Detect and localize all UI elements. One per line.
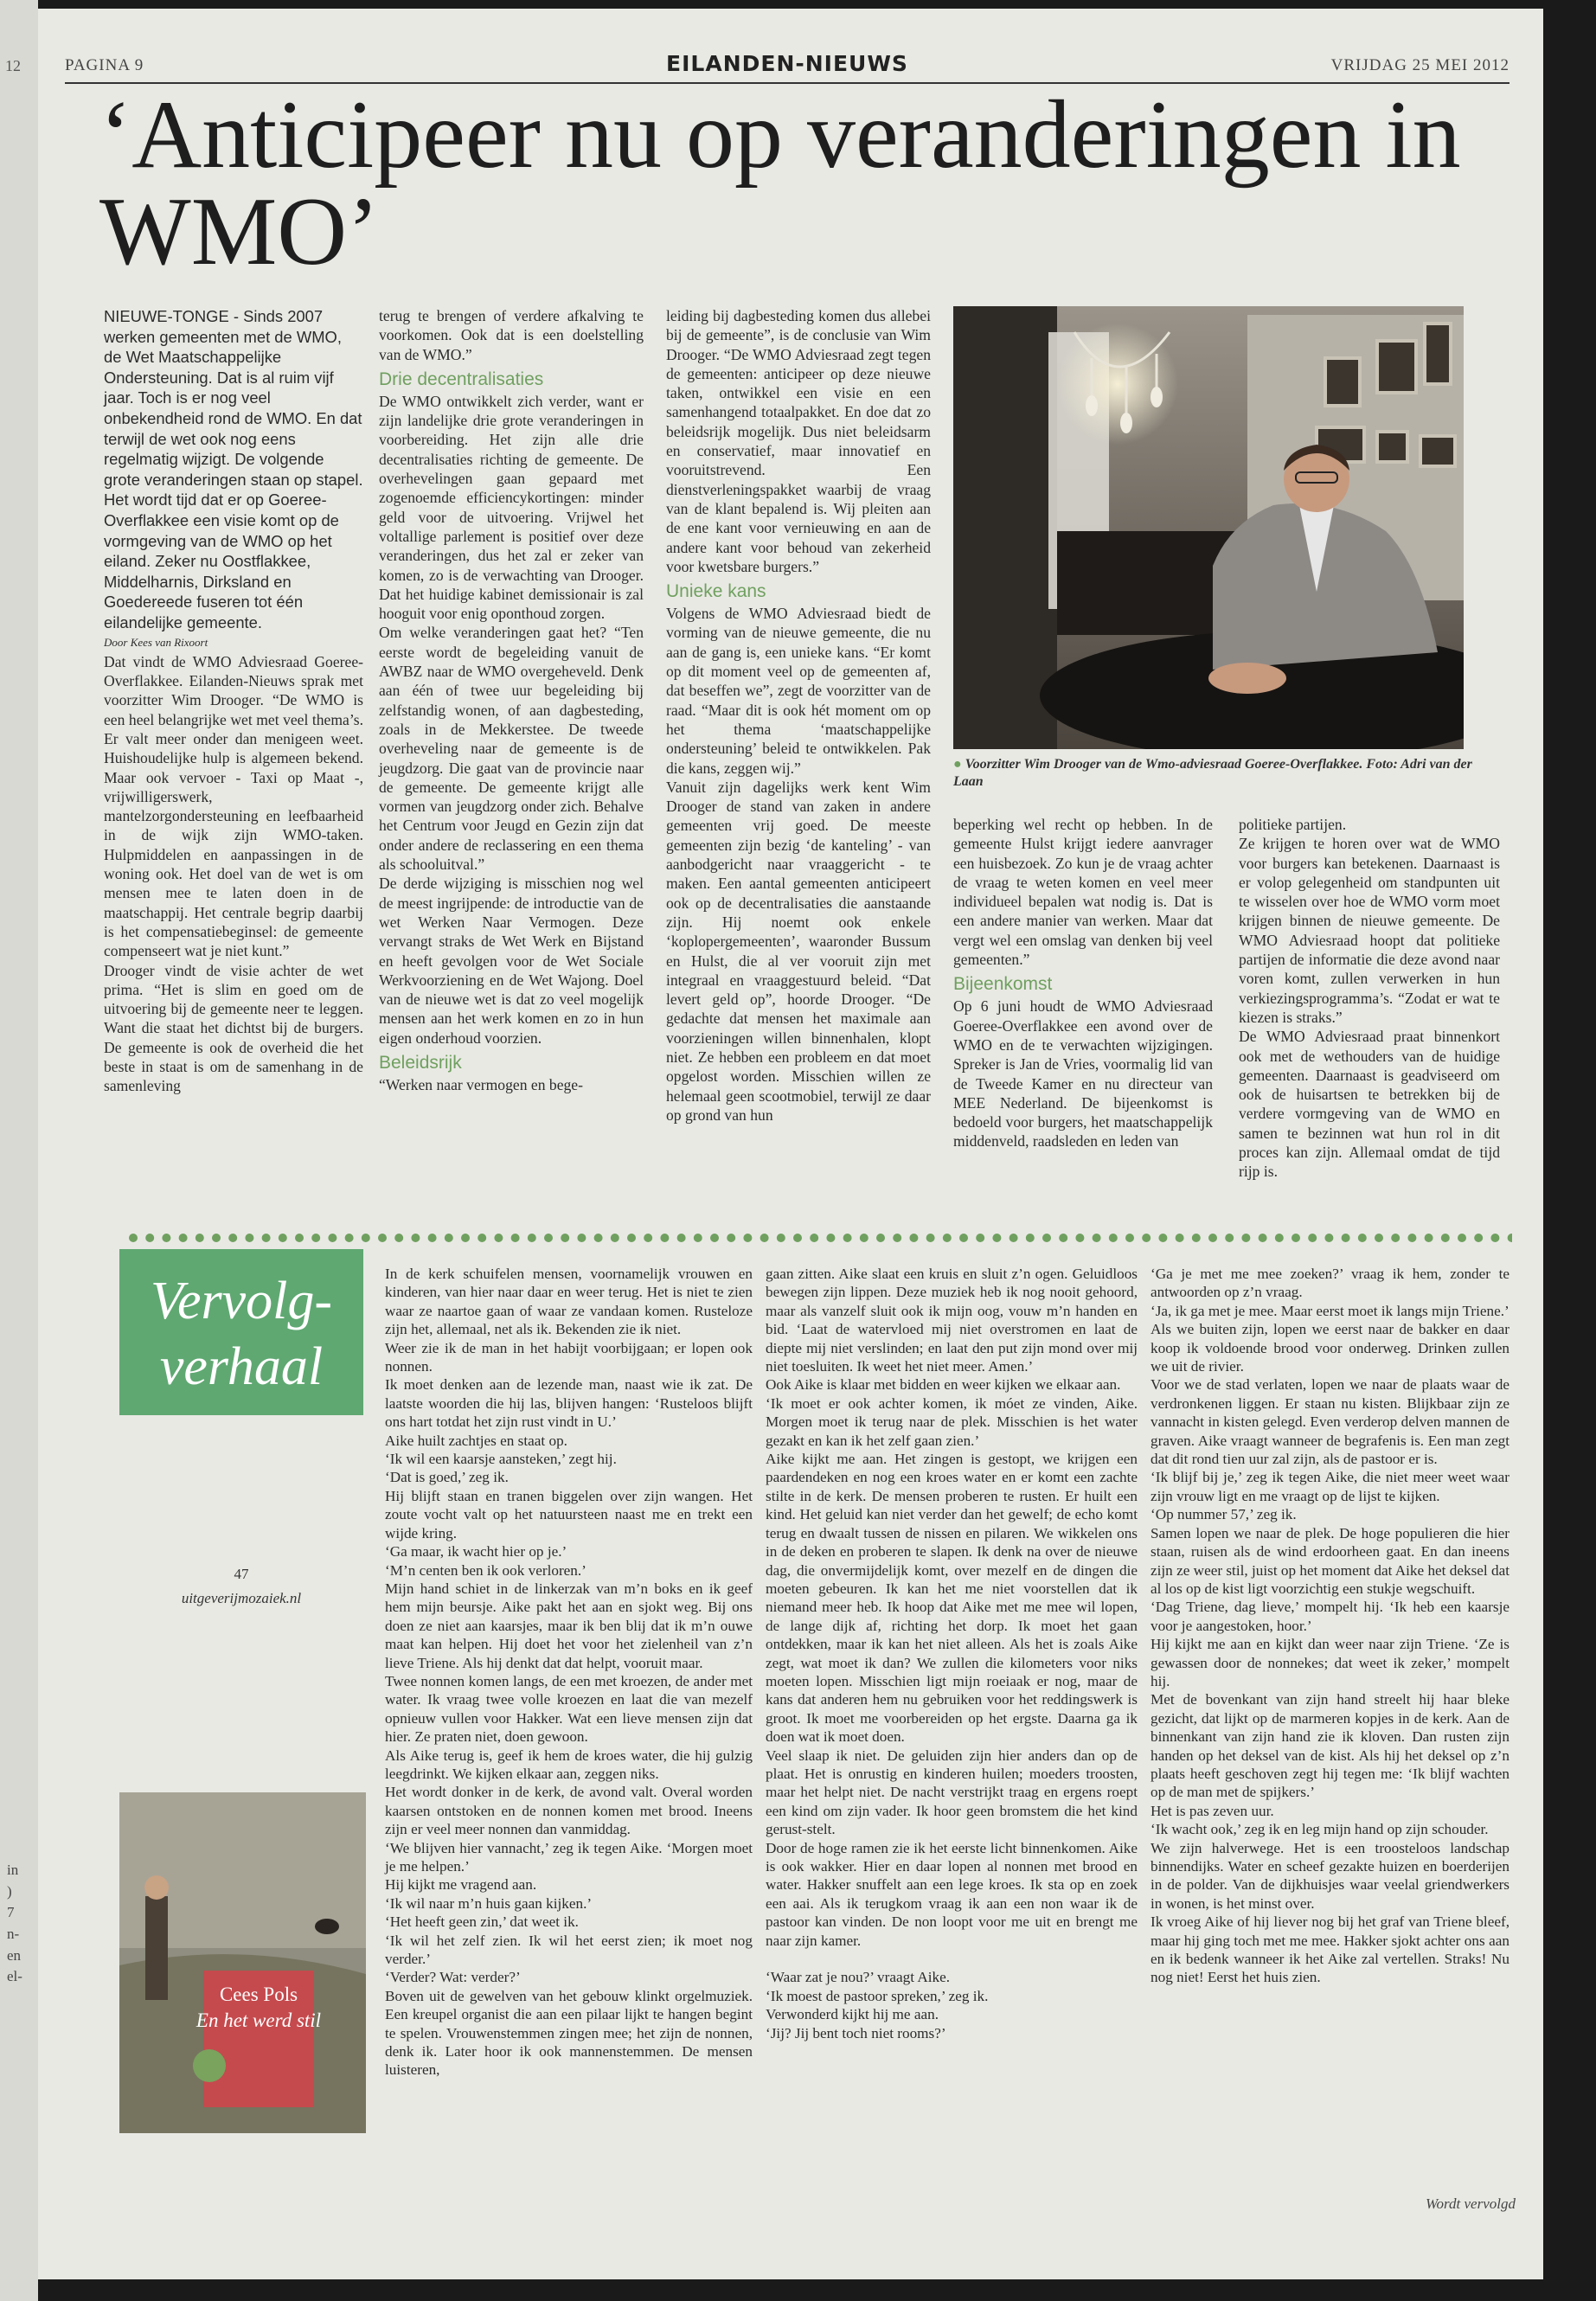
separator-dot <box>909 1234 918 1242</box>
serial-label: Vervolg- verhaal <box>150 1272 333 1396</box>
separator-dot <box>810 1234 818 1242</box>
publisher-website: uitgeverijmozaiek.nl <box>181 1590 302 1606</box>
separator-dot <box>777 1234 785 1242</box>
subheading: Bijeenkomst <box>953 974 1053 995</box>
separator-dot <box>1176 1234 1184 1242</box>
separator-dot <box>1075 1234 1084 1242</box>
newspaper-logo: EILANDEN-NIEUWS <box>666 51 908 76</box>
subheading: Drie decentralisaties <box>379 369 544 389</box>
separator-dot <box>1093 1234 1101 1242</box>
separator-dot <box>1508 1234 1512 1242</box>
separator-dot <box>826 1234 835 1242</box>
previous-page-number: 12 <box>5 57 21 74</box>
separator-dot <box>311 1234 320 1242</box>
separator-dot <box>511 1234 520 1242</box>
separator-dot <box>577 1234 586 1242</box>
previous-page-fragments: in ) 7 n- en el- <box>7 1862 22 1985</box>
separator-dot <box>926 1234 935 1242</box>
separator-dot <box>1158 1234 1167 1242</box>
separator-dot <box>644 1234 652 1242</box>
dots-graphic <box>128 1228 1512 1247</box>
separator-dot <box>195 1234 204 1242</box>
separator-dot <box>1458 1234 1466 1242</box>
separator-dot <box>445 1234 453 1242</box>
separator-dot <box>943 1234 952 1242</box>
page-label: PAGINA 9 <box>65 56 144 74</box>
separator-dot <box>1109 1234 1118 1242</box>
serial-column-2: gaan zitten. Aike slaat een kruis en sluit z’n ogen. Geluidloos bewegen zijn lippen. Deze muziek heb ik nog nooit gehoord, maar als vanzelf sluit ook ik mijn oog, vouw m’n handen en bid. ‘Laat de watervloed mij niet overstromen en laat de diepte mij niet verslinden; en laat den put zijn mond over mij niet toesluiten. Ik weet het niet meer. Amen.’ Ook Aike is klaar met bidden en weer kijken we elkaar aan. ‘Ik moet er ook achter komen, ik móet ze vinden, Aike. Morgen moet ik terug naar de plek. Misschien is het water gezakt en kan ik het zelf gaan zien.’ Aike kijkt me aan. Het zingen is gestopt, we krijgen een paardendeken en nog een kroes water en er komt een zachte stilte in de kerk. De mensen proberen te rusten. Er huilt een kind. Het geluid kan niet verder dan het gewelf; de echo komt terug en dwaalt tussen de nissen en pilaren. We wikkelen ons in de deken en proberen te slapen. Ik denk na over de nieuwe dag, die onvermijdelijk komt, over mezelf en de dingen die moeten gebeuren. Ik kan het me niet voorstellen dat ik niemand meer heb. Ik hoop dat Aike met me mee wil lopen, de lange dijk af, richting het dorp. Ik moet het gaan ontdekken, maar ik kan het niet alleen. Als het is zoals Aike zegt, wat moet ik dan? We zullen die kilometers voor niks moeten lopen. Misschien ligt mijn roeiaak er nog, maar de kans dat anderen hem nu gebruiken voor het reddingswerk is groot. Ik moet me voorbereiden op het ergste. Daarna ga ik doen wat ik moet doen. Veel slaap ik niet. De geluiden zijn hier anders dan op de plaat. Het is onrustig en kinderen huilen; moeders troosten, maar het helpt niet. De nacht verstrijkt traag en ergens roept een kind om zijn vader. Ik hoor geen bromstem die het kind gerust-stelt. Door de hoge ramen zie ik het eerste licht binnenkomen. Aike is ook wakker. Hier en daar lopen al nonnen met brood en water. Hakker snuffelt aan een lege kroes. Ik sta op en zoek een aai. Als ik terugkom vraag ik aan een non waar ik de pastoor kan vinden. De non loopt voor me uit en brengt me naar zijn kamer. ‘Waar zat je nou?’ vraagt Aike. ‘Ik moest de pastoor spreken,’ zeg ik. Verwonderd kijkt hij me aan. ‘Jij? Jij bent toch niet rooms?’ <box>766 1266 1138 2041</box>
article-body: beperking wel recht op hebben. In de gemeente Hulst krijgt iedere aanvrager een huisbezoek. Zo kun je de vraag achter de vraag te weten komen en veel meer individueel bepalen wat nodig is. Dat is een andere manier van werken. Maar dat vergt wel een omslag van denken bij veel gemeenten.” <box>953 816 1213 969</box>
separator-dot <box>860 1234 869 1242</box>
separator-dot <box>179 1234 188 1242</box>
separator-dot <box>461 1234 470 1242</box>
issue-date: VRIJDAG 25 MEI 2012 <box>1330 56 1509 74</box>
serial-column-3: ‘Ga je met me mee zoeken?’ vraag ik hem, zonder te antwoorden op z’n vraag. ‘Ja, ik ga met je mee. Maar eerst moet ik langs mijn Triene.’ Als we buiten zijn, lopen we eerst naar de bakker en daar koop ik voldoende brood voor onderweg. Drinken zullen we uit de rivier. Voor we de stad verlaten, lopen we naar de plaats waar de verdronkenen liggen. Er staan nu kisten. Blijkbaar zijn ze vannacht in kisten gelegd. Even verderop delven mannen de graven. Aike vraagt wanneer de begrafenis is. Een man zegt dat dit rond tien uur zal zijn, als de pastoor er is. ‘Ik blijf bij je,’ zeg ik tegen Aike, die niet meer weet waar zijn vrouw ligt en me vraagt op de lijst te kijken. ‘Op nummer 57,’ zeg ik. Samen lopen we naar de plek. De hoge populieren die hier staan, ruisen als de wind erdoorheen gaat. En dan ineens zijn ze weer stil, juist op het moment dat Aike het deksel dat al los op de kist ligt voorzichtig een stukje wegschuift. ‘Dag Triene, dag lieve,’ mompelt hij. ‘Ik heb een kaarsje voor je aangestoken, hoor.’ Hij kijkt me aan en kijkt dan weer naar zijn Triene. ‘Ze is gewassen door de nonnekes; dat weet ik zeker,’ mompelt hij. Met de bovenkant van zijn hand streelt hij haar bleke gezicht, dat lijkt op de marmeren kopjes in de kerk. Aan de binnenkant van zijn hand zie ik kloven. Dan rusten zijn handen op het deksel van de kist. Als hij het deksel op z’n plaats heeft geschoven zegt hij tegen me: ‘Ik blijf wachten op de man met de spijkers.’ Het is pas zeven uur. ‘Ik wacht ook,’ zeg ik en leg mijn hand op zijn schouder. We zijn halverwege. Het is een troosteloos landschap binnendijks. Water en scheef gezakte huizen en boerderijen in de polder. Van de dijkhuisjes waar veelal griendwerkers in wonen, is het minst over. Ik vroeg Aike of hij liever nog bij het graf van Triene bleef, maar hij ging toch met me mee. Hakker sjokt achter ons aan en ik bedenk wanneer ik het Aike zal vertellen. Straks! Nu nog niet! Eerst het huis zien. <box>1151 1266 1509 1986</box>
article-column-4 <box>953 815 1213 1151</box>
photo-illustration <box>953 306 1464 749</box>
separator-dot <box>1259 1234 1267 1242</box>
article-photo <box>953 306 1464 749</box>
article-body: Dat vindt de WMO Adviesraad Goeree-Overflakkee. Eilanden-Nieuws sprak met voorzitter Wim Drooger. “De WMO is een heel belangrijke wet met veel thema’s. Er valt meer onder dan menigeen weet. Huishoudelijke hulp is algemeen bekend. Maar ook vervoer - Taxi op Maat -, vrijwilligerswerk, mantelzorgondersteuning en leefbaarheid in de wijk zijn WMO-taken. Hulpmiddelen en aanpassingen in de woning ook. Het doel van de wet is om mensen mee te laten doen in de maatschappij. Het centrale begrip daarbij is het compensatiebeginsel: de gemeente compenseert wat je niet kunt.” Drooger vindt de visie achter de wet prima. “Het is slim en goed om de uitvoering bij de gemeente neer te leggen. Want die staat het dichtst bij de burgers. De gemeente is ook de overheid die het beste in staat is om de samenhang in de samenleving <box>104 652 363 1095</box>
separator-dot <box>1192 1234 1201 1242</box>
article-column-3 <box>666 306 931 1125</box>
episode-number: 47 <box>234 1566 249 1582</box>
separator-dot <box>710 1234 719 1242</box>
separator-dot <box>411 1234 420 1242</box>
article-body: terug te brengen of verdere afkalving te voorkomen. Ook dat is een doelstelling van de WMO.” <box>379 307 644 363</box>
separator-dot <box>394 1234 403 1242</box>
book-cover <box>119 1792 366 2133</box>
serial-sidebar <box>119 1249 366 2114</box>
separator-dot <box>660 1234 669 1242</box>
separator-dot <box>694 1234 702 1242</box>
separator-dot <box>561 1234 569 1242</box>
article-lead: NIEUWE-TONGE - Sinds 2007 werken gemeenten met de WMO, de Wet Maatschappelijke Ondersteuning. Dat is al ruim vijf jaar. Toch is er nog veel onbekendheid rond de WMO. En dat terwijl de wet ook nog eens regelmatig wijzigt. De volgende grote veranderingen staan op stapel. Het wordt tijd dat er op Goeree-Overflakkee een visie komt op de vormgeving van de WMO op het eiland. Zeker nu Oostflakkee, Middelharnis, Dirksland en Goedereede fuseren tot één eilandelijke gemeente. <box>104 307 363 631</box>
dotted-separator <box>128 1228 1512 1247</box>
subheading: Beleidsrijk <box>379 1052 462 1073</box>
continued-note: Wordt vervolgd <box>1425 2195 1516 2212</box>
article-body: De WMO ontwikkelt zich verder, want er zijn landelijke drie grote veranderingen in voorbereiding. Het zijn alle drie decentralisaties richting de gemeente. De overhevelingen gaan gepaard met zogenoemde efficiencykortingen: minder geld voor de uitvoering. Vrijwel het voltallige parlement is positief over deze veranderingen, dus het zal er zeker van komen, zo is de verwachting van Drooger. Dat het huidige kabinet demissionair is zal hooguit voor enig oponthoud zorgen. Om welke veranderingen gaat het? “Ten eerste wordt de begeleiding vanuit de AWBZ naar de WMO overgeheveld. Denk aan één of twee uur begeleiding bij zelfstandig wonen, of aan dagbesteding, zoals in de Mekkerstee. De tweede overheveling naar de gemeente is de jeugdzorg. Die gaat van de provincie naar de gemeente. De gemeente krijgt alle vormen van jeugdzorg onder zich. Behalve het Centrum voor Jeugd en Gezin zijn dat onder andere de reclassering en een thema als schooluitval.” De derde wijziging is misschien nog wel de meest ingrijpende: de introductie van de wet Werken Naar Vermogen. Deze vervangt straks de Wet Werk en Bijstand en heeft gevolgen voor de Wet Sociale Werkvoorziening en de Wet Wajong. Doel van de nieuwe wet is dat zo veel mogelijk mensen aan het werk komen en zo in hun eigen onderhoud voorzien. <box>379 392 644 1047</box>
separator-dot <box>1241 1234 1250 1242</box>
article-byline: Door Kees van Rixoort <box>104 635 208 649</box>
subheading: Unieke kans <box>666 581 766 602</box>
separator-dot <box>1358 1234 1367 1242</box>
separator-dot <box>362 1234 370 1242</box>
separator-dot <box>544 1234 553 1242</box>
separator-dot <box>1142 1234 1151 1242</box>
separator-dot <box>279 1234 287 1242</box>
separator-dot <box>1010 1234 1018 1242</box>
separator-dot <box>528 1234 536 1242</box>
separator-dot <box>228 1234 237 1242</box>
separator-dot <box>1208 1234 1217 1242</box>
separator-dot <box>893 1234 901 1242</box>
separator-dot <box>345 1234 354 1242</box>
separator-dot <box>793 1234 802 1242</box>
separator-dot <box>677 1234 686 1242</box>
separator-dot <box>212 1234 221 1242</box>
separator-dot <box>992 1234 1001 1242</box>
separator-dot <box>1391 1234 1400 1242</box>
separator-dot <box>262 1234 271 1242</box>
separator-dot <box>1059 1234 1067 1242</box>
separator-dot <box>428 1234 437 1242</box>
separator-dot <box>727 1234 735 1242</box>
separator-dot <box>1026 1234 1035 1242</box>
serial-label-box <box>119 1249 363 1415</box>
article-column-5 <box>1239 815 1500 1182</box>
separator-dot <box>594 1234 603 1242</box>
separator-dot <box>478 1234 486 1242</box>
article-body: Op 6 juni houdt de WMO Adviesraad Goeree-Overflakkee een avond over de WMO en de te verwachten wijzigingen. Spreker is Jan de Vries, voormalig lid van de Tweede Kamer en nu directeur van MEE Nederland. De bijeenkomst is bedoeld voor burgers, het maatschappelijk middenveld, raadsleden en leden van <box>953 997 1213 1150</box>
separator-dot <box>876 1234 885 1242</box>
book-title: En het werd stil <box>195 2009 322 2031</box>
separator-dot <box>145 1234 154 1242</box>
separator-dot <box>378 1234 387 1242</box>
separator-dot <box>1308 1234 1317 1242</box>
separator-dot <box>1441 1234 1450 1242</box>
separator-dot <box>1425 1234 1433 1242</box>
article-body: politieke partijen. Ze krijgen te horen over wat de WMO voor burgers kan betekenen. Daarnaast is er volop gelegenheid om standpunten uit te wisselen over hoe de WMO vorm moet krijgen binnen de nieuwe gemeente. De WMO Adviesraad hoopt dat politieke partijen de informatie die deze avond naar voren komt, zullen verwerken in hun verkiezingsprogramma’s. “Zodat er wat te kiezen is straks.” De WMO Adviesraad praat binnenkort ook met de wethouders van de huidige gemeenten. Daarnaast is geadviseerd om ook de huisartsen te betrekken bij de verdere vormgeving van de WMO en samen te bezinnen wat hun rol in dit proces kan zijn. Allemaal omdat de tijd rijp is. <box>1239 816 1500 1181</box>
photo-caption <box>953 756 1490 791</box>
separator-dot <box>1292 1234 1300 1242</box>
article-column-2 <box>379 306 644 1094</box>
separator-dot <box>162 1234 170 1242</box>
article-column-1 <box>104 306 363 1096</box>
book-cover-art <box>119 1792 366 2133</box>
separator-dot <box>1275 1234 1284 1242</box>
separator-dot <box>1324 1234 1333 1242</box>
article-body: “Werken naar vermogen en bege- <box>379 1075 583 1093</box>
separator-dot <box>1125 1234 1134 1242</box>
separator-dot <box>295 1234 304 1242</box>
separator-dot <box>843 1234 852 1242</box>
separator-dot <box>611 1234 619 1242</box>
separator-dot <box>959 1234 968 1242</box>
separator-dot <box>245 1234 253 1242</box>
book-author: Cees Pols <box>219 1984 298 2005</box>
separator-dot <box>976 1234 984 1242</box>
separator-dot <box>1375 1234 1383 1242</box>
previous-page-strip <box>0 0 38 2301</box>
article-headline: ‘Anticipeer nu op veranderingen in WMO’ <box>99 81 1461 285</box>
bullet-icon: ● <box>953 757 965 772</box>
separator-dot <box>1407 1234 1416 1242</box>
article-body: leiding bij dagbesteding komen dus allebei bij de gemeente”, is de conclusie van Wim Drooger. “De WMO Adviesraad zegt tegen de gemeenten: anticipeer op deze nieuwe taken, ontwikkel een visie en een samenhangend totaalpakket. En doe dat zo beleidsrijk mogelijk. Dus niet beleidsarm en conservatief, maar innovatief en vooruitstrevend. Een dienstverleningspakket waarbij de vraag van de klant bepalend is. Wij pleiten aan de ene kant voor vernieuwing en aan de andere kant voor behoud van zekerheid voor kwetsbare burgers.” <box>666 307 931 575</box>
separator-dot <box>494 1234 503 1242</box>
separator-dot <box>1042 1234 1051 1242</box>
separator-dot <box>743 1234 752 1242</box>
separator-dot <box>760 1234 769 1242</box>
separator-dot <box>1474 1234 1483 1242</box>
photo-caption-text: Voorzitter Wim Drooger van de Wmo-adviesraad Goeree-Overflakkee. Foto: Adri van der Laan <box>953 757 1472 789</box>
separator-dot <box>129 1234 138 1242</box>
separator-dot <box>328 1234 337 1242</box>
separator-dot <box>1490 1234 1499 1242</box>
separator-dot <box>1342 1234 1350 1242</box>
separator-dot <box>1225 1234 1234 1242</box>
article-body: Volgens de WMO Adviesraad biedt de vorming van de nieuwe gemeente, die nu aan de gang is, een unieke kans. “Er komt op dit moment veel op de gemeenten af, dat beseffen we”, zegt de voorzitter van de raad. “Maar dit is ook hét moment om op het thema ‘maatschappelijke ondersteuning’ beleid te ontwikkelen. Pak die kans, zeggen wij.” Vanuit zijn dagelijks werk kent Wim Drooger de stand van zaken in andere gemeenten vrij goed. De meeste gemeenten zijn bezig ‘de kanteling’ - van aanbodgericht naar vraaggericht - te maken. Een aantal gemeenten anticipeert ook op de decentralisaties die aanstaande zijn. Hij noemt ook enkele ‘koplopergemeenten’, waaronder Bussum en Hulst, die al ver vooruit zijn met integraal en vraaggestuurd beleid. “Dat levert geld op”, hoorde Drooger. “De gedachte dat mensen het maximale aan voorzieningen willen binnenhalen, klopt niet. Ze hebben een probleem en dat moet opgelost worden. Misschien willen ze helemaal geen scootmobiel, terwijl ze daar op grond van hun <box>666 605 931 1124</box>
serial-column-1: In de kerk schuifelen mensen, voornamelijk vrouwen en kinderen, van hier naar daar en weer terug. Het is niet te zien waar ze naartoe gaan of waar ze vandaan komen. Rusteloze zijn het, allemaal, net als ik. Bekenden zie ik niet. Weer zie ik de man in het habijt voorbijgaan; er lopen ook nonnen. Ik moet denken aan de lezende man, naast wie ik zat. De laatste woorden die hij las, blijven hangen: ‘Rusteloos blijft ons hart totdat het zijn rust vindt in U.’ Aike huilt zachtjes en staat op. ‘Ik wil een kaarsje aansteken,’ zegt hij. ‘Dat is goed,’ zeg ik. Hij blijft staan en tranen biggelen over zijn wangen. Het zoute vocht valt op het natuursteen naast me en trekt een wijde kring. ‘Ga maar, ik wacht hier op je.’ ‘M’n centen ben ik ook verloren.’ Mijn hand schiet in de linkerzak van m’n boks en ik geef hem mijn beursje. Aike pakt het aan en sjokt weg. Bij ons doen ze niet aan kaarsjes, maar ik ben blij dat ik m’n ouwe maat kan helpen. Hij doet het voor het zielenheil van z’n lieve Triene. Als hij denkt dat dat helpt, vooruit maar. Twee nonnen komen langs, de een met kroezen, de ander met water. Ik vraag twee volle kroezen en laat die van mezelf opnieuw vullen voor Hakker. Wat een lieve mensen zijn dat hier. Ze praten niet, doen gewoon. Als Aike terug is, geef ik hem de kroes water, die hij gulzig leegdrinkt. We kijken elkaar aan, zeggen niks. Het wordt donker in de kerk, de avond valt. Overal worden kaarsen ontstoken en de nonnen komen met brood. Ineens zijn er veel meer nonnen dan vanmiddag. ‘We blijven hier vannacht,’ zeg ik tegen Aike. ‘Morgen moet je me helpen.’ Hij kijkt me vragend aan. ‘Ik wil naar m’n huis gaan kijken.’ ‘Het heeft geen zin,’ dat weet ik. ‘Ik wil het zelf zien. Ik wil het eerst zien; ik moet nog verder.’ ‘Verder? Wat: verder?’ Boven uit de gewelven van het gebouw klinkt orgelmuziek. Een kreupel organist die aan een pilaar lijkt te hangen begint te spelen. Vrouwenstemmen zingen mee; het zijn de nonnen, denk ik. Later hoor ik ook mannenstemmen. De mensen luisteren, <box>385 1266 753 2079</box>
page-header <box>65 48 1509 84</box>
separator-dot <box>627 1234 636 1242</box>
